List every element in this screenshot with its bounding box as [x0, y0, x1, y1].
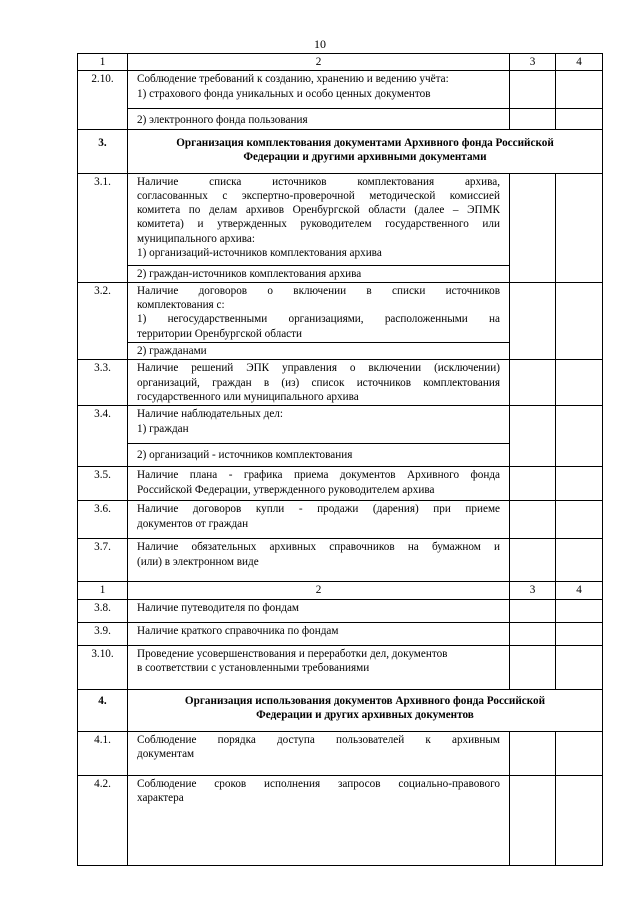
table-row — [78, 109, 603, 129]
column-4-cell — [556, 539, 603, 582]
item-subtext: 2) гражданами — [128, 343, 510, 360]
item-text: Наличие плана - графика приема документов Архивного фонда Российской Федерации, утвержденного руководителем архива — [128, 467, 510, 501]
item-number: 3.5. — [78, 467, 128, 501]
column-4-cell — [556, 501, 603, 539]
item-number: 3.1. — [78, 173, 128, 282]
item-number: 2.10. — [78, 71, 128, 129]
table-row — [78, 71, 603, 109]
column-3-cell — [510, 71, 556, 109]
table-row — [78, 501, 603, 539]
page-number: 10 — [314, 37, 326, 51]
section-row — [78, 129, 603, 173]
table-row — [78, 645, 603, 689]
column-3-cell — [510, 173, 556, 282]
item-text: Наличие обязательных архивных справочников на бумажном и (или) в электронном виде — [128, 539, 510, 582]
item-number: 3.2. — [78, 282, 128, 359]
column-3-cell — [510, 539, 556, 582]
section-row — [78, 689, 603, 731]
item-text: Соблюдение требований к созданию, хранению и ведению учёта: 1) страхового фонда уникальных и особо ценных документов — [128, 71, 510, 109]
item-subtext: 2) организаций - источников комплектования — [128, 444, 510, 467]
column-4-cell — [556, 622, 603, 645]
item-text: Наличие решений ЭПК управления о включении (исключении) организаций, граждан в (из) список источников комплектования государственного или муниципального архива — [128, 360, 510, 406]
item-subtext: 2) граждан-источников комплектования архива — [128, 265, 510, 282]
column-number-4: 4 — [556, 582, 603, 599]
table-row — [78, 282, 603, 342]
column-3-cell — [510, 406, 556, 467]
item-text: Соблюдение сроков исполнения запросов социально-правового характера — [128, 775, 510, 865]
table-row — [78, 406, 603, 444]
column-number-3: 3 — [510, 54, 556, 71]
column-number-3: 3 — [510, 582, 556, 599]
section-title: Организация комплектования документами Архивного фонда Российской Федерации и другими архивными документами — [128, 129, 603, 173]
item-text: Проведение усовершенствования и переработки дел, документов в соответствии с установленными требованиями — [128, 645, 510, 689]
column-4-cell — [556, 173, 603, 282]
item-number: 4.1. — [78, 731, 128, 775]
column-number-1: 1 — [78, 54, 128, 71]
column-4-cell — [556, 731, 603, 775]
column-3-cell — [510, 501, 556, 539]
table-row — [78, 173, 603, 265]
item-text: Наличие договоров купли - продажи (дарения) при приеме документов от граждан — [128, 501, 510, 539]
inspection-checklist-table — [77, 53, 603, 866]
column-3-cell — [510, 109, 556, 129]
item-text: Наличие путеводителя по фондам — [128, 599, 510, 622]
column-number-1: 1 — [78, 582, 128, 599]
item-number: 3.8. — [78, 599, 128, 622]
table-row — [78, 539, 603, 582]
table-row — [78, 775, 603, 865]
column-3-cell — [510, 282, 556, 359]
item-text: Наличие договоров о включении в списки источников комплектования с: 1) негосударственными организациями, расположенными на территории Оренбургской области — [128, 282, 510, 342]
section-number: 4. — [78, 689, 128, 731]
column-3-cell — [510, 360, 556, 406]
item-text: Наличие списка источников комплектования архива, согласованных с экспертно-проверочной методической комиссией комитета по делам архивов Оренбургской области (далее – ЭПМК комитета) и утвержденных руководителем государственного или муниципального архива: 1) организаций-источников комплектования архива — [128, 173, 510, 265]
table-row — [78, 467, 603, 501]
column-3-cell — [510, 467, 556, 501]
item-number: 3.4. — [78, 406, 128, 467]
column-numbers-row — [78, 582, 603, 599]
item-subtext: 2) электронного фонда пользования — [128, 109, 510, 129]
column-4-cell — [556, 467, 603, 501]
table-row — [78, 360, 603, 406]
table-row — [78, 622, 603, 645]
column-4-cell — [556, 109, 603, 129]
item-number: 3.6. — [78, 501, 128, 539]
column-4-cell — [556, 71, 603, 109]
item-number: 3.7. — [78, 539, 128, 582]
column-4-cell — [556, 775, 603, 865]
section-number: 3. — [78, 129, 128, 173]
column-4-cell — [556, 599, 603, 622]
item-number: 3.10. — [78, 645, 128, 689]
column-number-2: 2 — [128, 582, 510, 599]
column-3-cell — [510, 731, 556, 775]
column-4-cell — [556, 645, 603, 689]
column-3-cell — [510, 622, 556, 645]
table-row — [78, 731, 603, 775]
column-4-cell — [556, 282, 603, 359]
column-3-cell — [510, 599, 556, 622]
table-row — [78, 599, 603, 622]
column-number-4: 4 — [556, 54, 603, 71]
column-3-cell — [510, 645, 556, 689]
section-title: Организация использования документов Архивного фонда Российской Федерации и других архивных документов — [128, 689, 603, 731]
column-4-cell — [556, 360, 603, 406]
item-number: 3.3. — [78, 360, 128, 406]
item-number: 4.2. — [78, 775, 128, 865]
column-4-cell — [556, 406, 603, 467]
column-number-2: 2 — [128, 54, 510, 71]
item-number: 3.9. — [78, 622, 128, 645]
column-3-cell — [510, 775, 556, 865]
item-text: Соблюдение порядка доступа пользователей к архивным документам — [128, 731, 510, 775]
item-text: Наличие краткого справочника по фондам — [128, 622, 510, 645]
item-text: Наличие наблюдательных дел: 1) граждан — [128, 406, 510, 444]
column-numbers-row — [78, 54, 603, 71]
